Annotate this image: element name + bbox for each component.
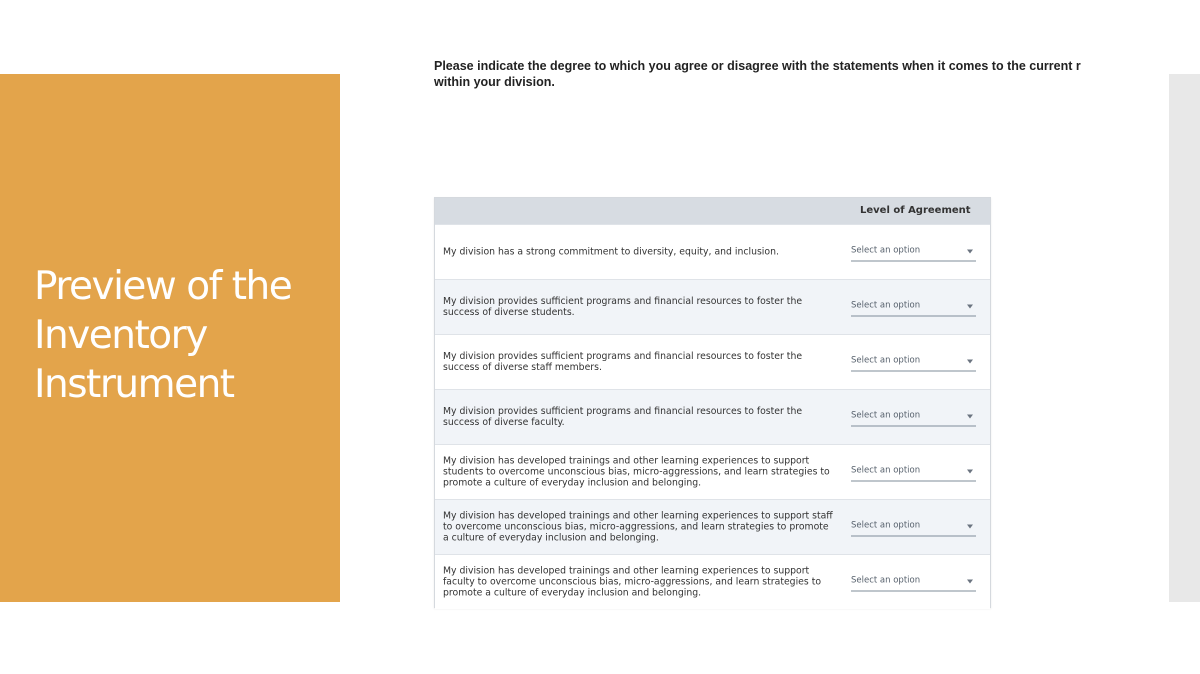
chevron-down-icon [967, 470, 973, 474]
chevron-down-icon [967, 525, 973, 529]
statement-text: My division provides sufficient programs and financial resources to foster the success of diverse staff members. [443, 351, 803, 373]
chevron-down-icon [967, 415, 973, 419]
agreement-select[interactable] [851, 573, 976, 592]
agreement-select[interactable] [851, 408, 976, 427]
chevron-down-icon [967, 305, 973, 309]
slide-title-line-2: Inventory [34, 313, 207, 358]
slide-title-line-1: Preview of the [34, 264, 292, 309]
select-placeholder: Select an option [851, 520, 921, 531]
table-row [435, 499, 990, 554]
table-row [435, 279, 990, 334]
statement-text: My division has developed trainings and other learning experiences to support staff to overcome unconscious bias, micro-aggressions, and learn strategies to promote a culture of everyday inclusion and belonging. [443, 510, 833, 544]
agreement-select[interactable] [851, 353, 976, 372]
right-accent-bar [1169, 74, 1200, 602]
agreement-select[interactable] [851, 463, 976, 482]
survey-instructions [434, 58, 1082, 90]
statement-text: My division has developed trainings and other learning experiences to support faculty to overcome unconscious bias, micro-aggressions, and learn strategies to promote a culture of everyday inclusion and belonging. [443, 565, 822, 599]
table-row [435, 444, 990, 499]
agreement-select[interactable] [851, 298, 976, 317]
statement-text: My division has developed trainings and other learning experiences to support students to overcome unconscious bias, micro-aggressions, and learn strategies to promote a culture of everyday inclusion and belonging. [443, 455, 830, 489]
table-header [435, 198, 990, 224]
agreement-select[interactable] [851, 243, 976, 262]
survey-table [434, 197, 991, 608]
table-row [435, 554, 990, 609]
select-placeholder: Select an option [851, 245, 921, 256]
table-row [435, 334, 990, 389]
statement-text: My division provides sufficient programs and financial resources to foster the success of diverse students. [443, 296, 803, 318]
select-placeholder: Select an option [851, 465, 921, 476]
statement-text: My division provides sufficient programs and financial resources to foster the success of diverse faculty. [443, 406, 803, 428]
statement-text: My division has a strong commitment to diversity, equity, and inclusion. [443, 246, 779, 258]
instructions-line-2: within your division. [434, 75, 555, 89]
table-row [435, 224, 990, 279]
column-header-level-of-agreement: Level of Agreement [860, 205, 971, 216]
agreement-select[interactable] [851, 518, 976, 537]
slide-title-line-3: Instrument [34, 362, 234, 407]
select-placeholder: Select an option [851, 355, 921, 366]
instructions-line-1: Please indicate the degree to which you agree or disagree with the statements when it comes to the current r [434, 59, 1081, 73]
select-placeholder: Select an option [851, 410, 921, 421]
chevron-down-icon [967, 360, 973, 364]
slide-title [34, 262, 334, 409]
table-row [435, 389, 990, 444]
chevron-down-icon [967, 250, 973, 254]
chevron-down-icon [967, 580, 973, 584]
select-placeholder: Select an option [851, 575, 921, 586]
select-placeholder: Select an option [851, 300, 921, 311]
